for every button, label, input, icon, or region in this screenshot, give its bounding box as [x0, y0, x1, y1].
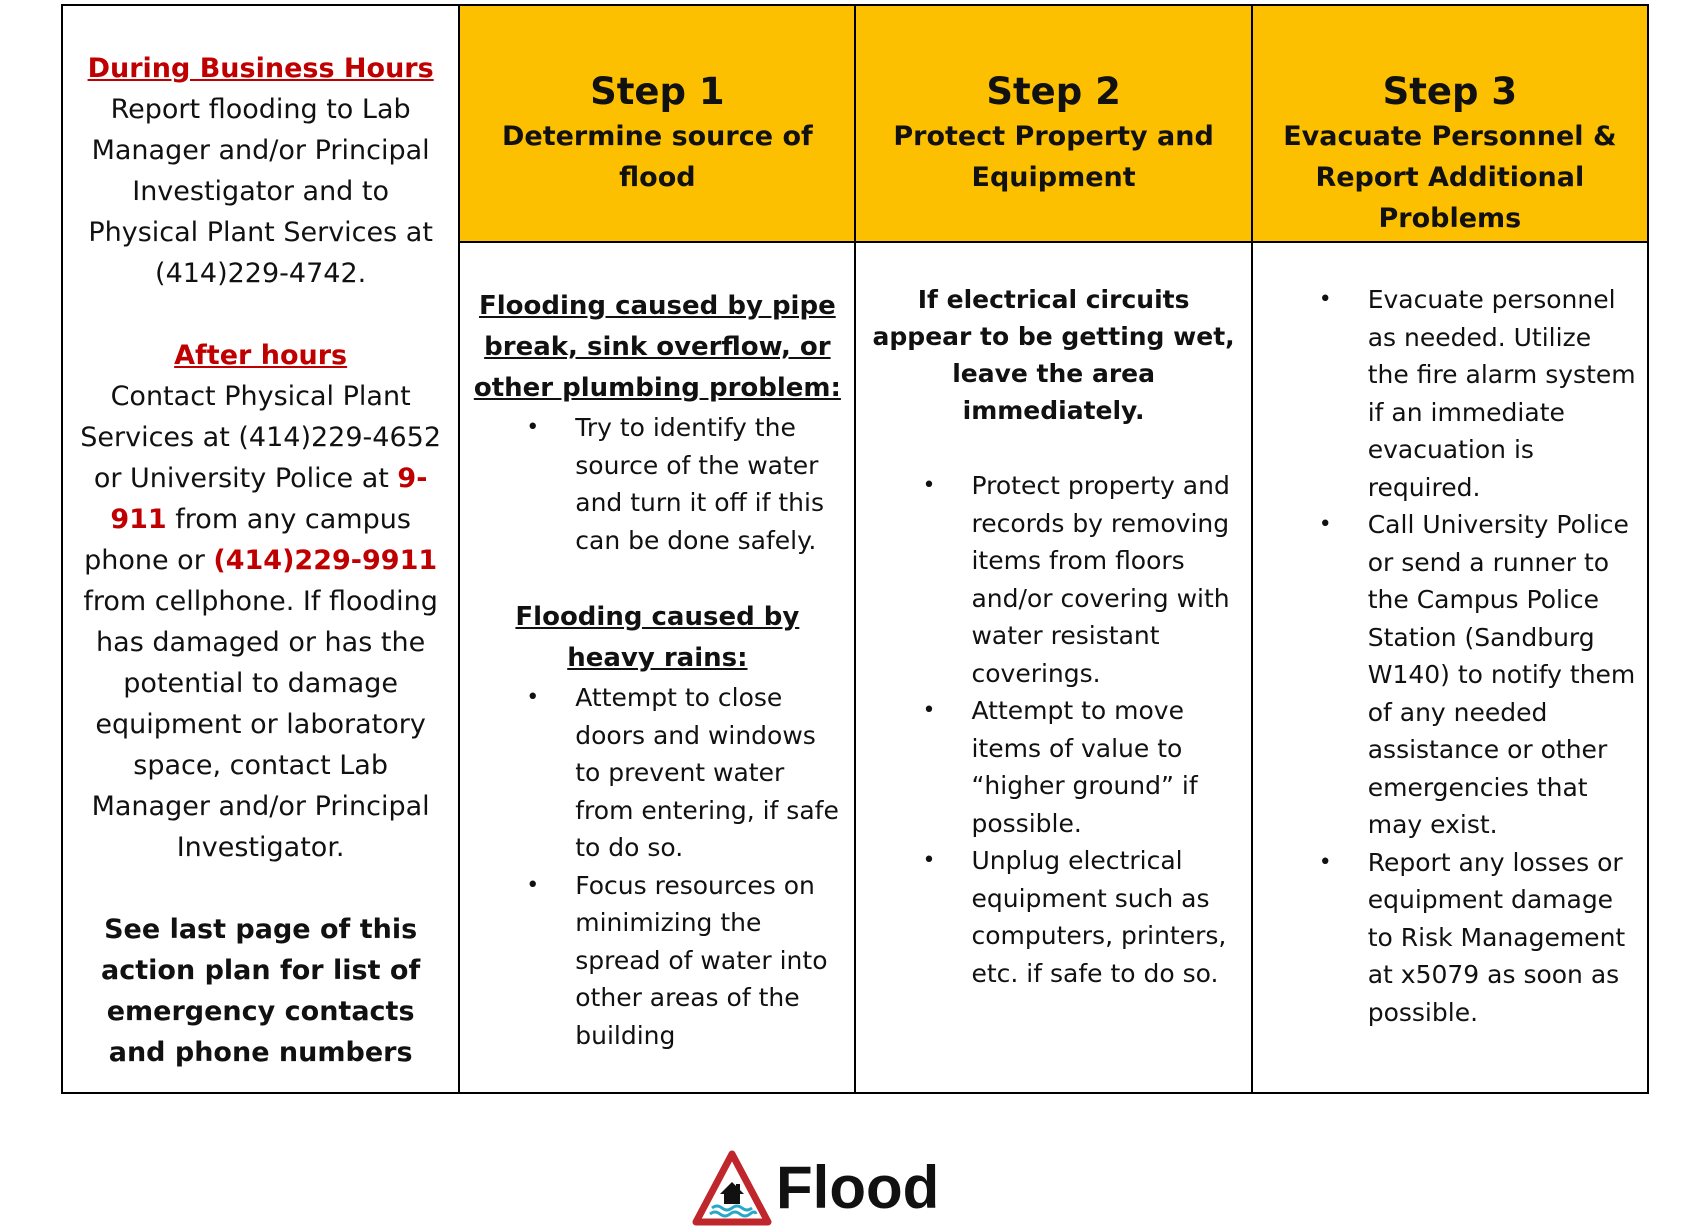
- bullet-text: Report any losses or equipment damage to Risk Management at x5079 as soon as possible.: [1367, 847, 1626, 1027]
- after-hours-text-1: Contact Physical Plant Services at (414)229-4652 or University Police at: [80, 381, 441, 494]
- list-item: [1253, 844, 1647, 1032]
- protect-property-list: [856, 467, 1250, 992]
- bullet-text: Protect property and records by removing items from floors and/or covering with water resistant coverings.: [971, 471, 1230, 688]
- bullet-text: Try to identify the source of the water and turn it off if this can be done safely.: [575, 413, 824, 555]
- list-item: [856, 842, 1250, 992]
- after-hours-text-2: from any campus phone or: [84, 504, 411, 576]
- bullet-text: Attempt to close doors and windows to prevent water from entering, if safe to do so.: [575, 683, 839, 862]
- bullet-text: Call University Police or send a runner to the Campus Police Station (Sandburg W140) to notify them of any needed assistance or other emergencies that may exist.: [1367, 510, 1636, 839]
- bullet-text: Focus resources on minimizing the spread of water into other areas of the building: [575, 870, 828, 1050]
- step-3-title: Step 3: [1382, 70, 1518, 113]
- plumbing-flood-list: [460, 409, 854, 559]
- business-hours-text: Report flooding to Lab Manager and/or Principal Investigator and to Physical Plant Services at (414)229-4742.: [88, 94, 433, 289]
- footer-title: Flood: [776, 1154, 940, 1221]
- bullet-icon: •: [922, 848, 936, 873]
- plumbing-flood-heading: Flooding caused by pipe break, sink overflow, or other plumbing problem:: [473, 291, 841, 403]
- flood-warning-icon: [692, 1150, 772, 1228]
- step-1-subtitle: Determine source of flood: [501, 121, 813, 193]
- step-2-title: Step 2: [986, 70, 1121, 113]
- list-item: [856, 692, 1250, 842]
- bullet-text: Attempt to move items of value to “higher ground” if possible.: [971, 696, 1198, 838]
- step-3-subtitle: Evacuate Personnel & Report Additional Problems: [1283, 121, 1617, 234]
- after-hours-heading: After hours: [174, 340, 348, 371]
- list-item: [856, 467, 1250, 692]
- contacts-cell: [62, 5, 459, 1093]
- rain-flood-list: [460, 679, 854, 1054]
- bullet-icon: •: [922, 698, 936, 723]
- list-item: [460, 867, 854, 1055]
- see-last-page-note: See last page of this action plan for list of emergency contacts and phone numbers: [101, 914, 421, 1068]
- step-1-header: [459, 5, 855, 242]
- step-1-title: Step 1: [590, 70, 725, 113]
- business-hours-heading: During Business Hours: [87, 53, 434, 84]
- cellphone-emergency-number: (414)229-9911: [213, 545, 438, 576]
- bullet-icon: •: [526, 415, 540, 440]
- list-item: [460, 409, 854, 559]
- bullet-text: Unplug electrical equipment such as computers, printers, etc. if safe to do so.: [971, 846, 1227, 988]
- step-3-body: [1252, 242, 1648, 1093]
- campus-emergency-number: 9-911: [110, 463, 428, 535]
- after-hours-text: [77, 376, 444, 868]
- bullet-icon: •: [526, 872, 540, 898]
- evacuate-report-list: [1253, 281, 1647, 1031]
- bullet-icon: •: [1318, 512, 1332, 537]
- bullet-icon: •: [1318, 849, 1332, 875]
- list-item: [1253, 281, 1647, 506]
- step-2-header: [855, 5, 1251, 242]
- step-2-subtitle: Protect Property and Equipment: [893, 121, 1214, 193]
- step-2-body: [855, 242, 1251, 1093]
- rain-flood-heading: Flooding caused by heavy rains:: [515, 602, 800, 673]
- bullet-icon: •: [526, 685, 540, 710]
- after-hours-text-3: from cellphone. If flooding has damaged or has the potential to damage equipment or laboratory space, contact Lab Manager and/or Principal Investigator.: [83, 586, 438, 863]
- step-3-header: [1252, 5, 1648, 242]
- electrical-warning: If electrical circuits appear to be getting wet, leave the area immediately.: [872, 285, 1235, 425]
- bullet-icon: •: [922, 473, 936, 498]
- bullet-text: Evacuate personnel as needed. Utilize the fire alarm system if an immediate evacuation is required.: [1367, 285, 1636, 502]
- bullet-icon: •: [1318, 287, 1332, 312]
- list-item: [1253, 506, 1647, 844]
- step-1-body: [459, 242, 855, 1093]
- flood-action-plan-table: [61, 4, 1649, 1094]
- list-item: [460, 679, 854, 867]
